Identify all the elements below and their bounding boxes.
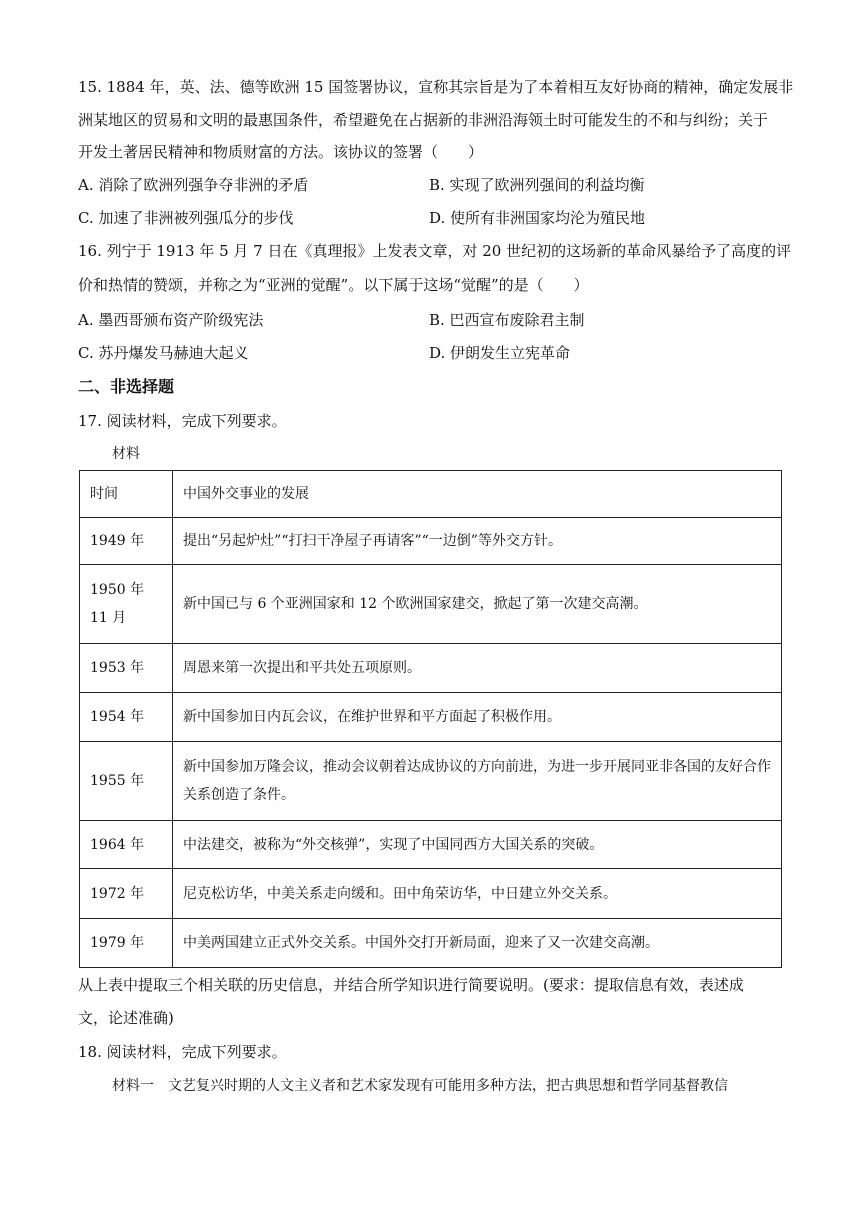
- q17-prompt: 17. 阅读材料，完成下列要求。: [78, 412, 287, 430]
- q15-option-a[interactable]: A. 消除了欧洲列强争夺非洲的矛盾: [78, 176, 309, 194]
- q15-line-2: 洲某地区的贸易和文明的最惠国条件，希望避免在占据新的非洲沿海领土时可能发生的不和与纠纷；关于: [78, 111, 769, 129]
- q16-option-a[interactable]: A. 墨西哥颁布资产阶级宪法: [78, 311, 264, 329]
- row-year: 1979 年: [80, 919, 173, 968]
- table-row: [80, 693, 782, 742]
- q15-line-1: 15. 1884 年，英、法、德等欧洲 15 国签署协议，宣称其宗旨是为了本着相互友好协商的精神，确定发展非: [78, 78, 794, 96]
- q15-option-c[interactable]: C. 加速了非洲被列强瓜分的步伐: [78, 209, 294, 227]
- q16-option-b[interactable]: B. 巴西宣布废除君主制: [429, 311, 585, 329]
- row-year: 1953 年: [80, 644, 173, 693]
- row-event: 中美两国建立正式外交关系。中国外交打开新局面，迎来了又一次建交高潮。: [173, 919, 782, 968]
- row-event: 新中国已与 6 个亚洲国家和 12 个欧洲国家建交，掀起了第一次建交高潮。: [173, 565, 782, 644]
- row-event: 尼克松访华，中美关系走向缓和。田中角荣访华，中日建立外交关系。: [173, 869, 782, 919]
- table-header-event: 中国外交事业的发展: [173, 471, 782, 518]
- table-row: [80, 919, 782, 968]
- row-year: 1950 年 11 月: [80, 565, 173, 644]
- table-row: [80, 821, 782, 869]
- q16-line-2: 价和热情的赞颂，并称之为“亚洲的觉醒”。以下属于这场“觉醒”的是（ ）: [78, 276, 589, 294]
- row-year: 1955 年: [80, 742, 173, 821]
- q17-material-label: 材料: [112, 446, 140, 462]
- row-event: 新中国参加万隆会议，推动会议朝着达成协议的方向前进，为进一步开展同亚非各国的友好合作关系创造了条件。: [173, 742, 782, 821]
- q17-instruction-line-1: 从上表中提取三个相关联的历史信息，并结合所学知识进行简要说明。(要求：提取信息有效，表述成: [78, 976, 744, 994]
- row-event: 周恩来第一次提出和平共处五项原则。: [173, 644, 782, 693]
- table-row: [80, 565, 782, 644]
- row-event: 新中国参加日内瓦会议，在维护世界和平方面起了积极作用。: [173, 693, 782, 742]
- q16-option-c[interactable]: C. 苏丹爆发马赫迪大起义: [78, 344, 249, 362]
- table-row: [80, 742, 782, 821]
- q18-prompt: 18. 阅读材料，完成下列要求。: [78, 1043, 287, 1061]
- table-row: [80, 869, 782, 919]
- table-row: [80, 518, 782, 565]
- row-event: 中法建交，被称为“外交核弹”，实现了中国同西方大国关系的突破。: [173, 821, 782, 869]
- q15-option-b[interactable]: B. 实现了欧洲列强间的利益均衡: [429, 176, 645, 194]
- row-event: 提出“另起炉灶”“打扫干净屋子再请客”“一边倒”等外交方针。: [173, 518, 782, 565]
- q15-line-3: 开发土著居民精神和物质财富的方法。该协议的签署（ ）: [78, 143, 484, 161]
- q16-option-d[interactable]: D. 伊朗发生立宪革命: [429, 344, 571, 362]
- table-header-row: [80, 471, 782, 518]
- row-year: 1954 年: [80, 693, 173, 742]
- q18-material-line: 材料一 文艺复兴时期的人文主义者和艺术家发现有可能用多种方法，把古典思想和哲学同基督教信: [112, 1078, 728, 1094]
- row-year: 1972 年: [80, 869, 173, 919]
- q16-line-1: 16. 列宁于 1913 年 5 月 7 日在《真理报》上发表文章，对 20 世纪初的这场新的革命风暴给予了高度的评: [78, 242, 792, 260]
- table-header-time: 时间: [80, 471, 173, 518]
- q17-instruction-line-2: 文，论述准确): [78, 1009, 174, 1027]
- row-year: 1964 年: [80, 821, 173, 869]
- diplomacy-timeline-table: [79, 470, 782, 968]
- table-row: [80, 644, 782, 693]
- row-year: 1949 年: [80, 518, 173, 565]
- section-heading: 二、非选择题: [78, 377, 175, 396]
- q15-option-d[interactable]: D. 使所有非洲国家均沦为殖民地: [429, 209, 646, 227]
